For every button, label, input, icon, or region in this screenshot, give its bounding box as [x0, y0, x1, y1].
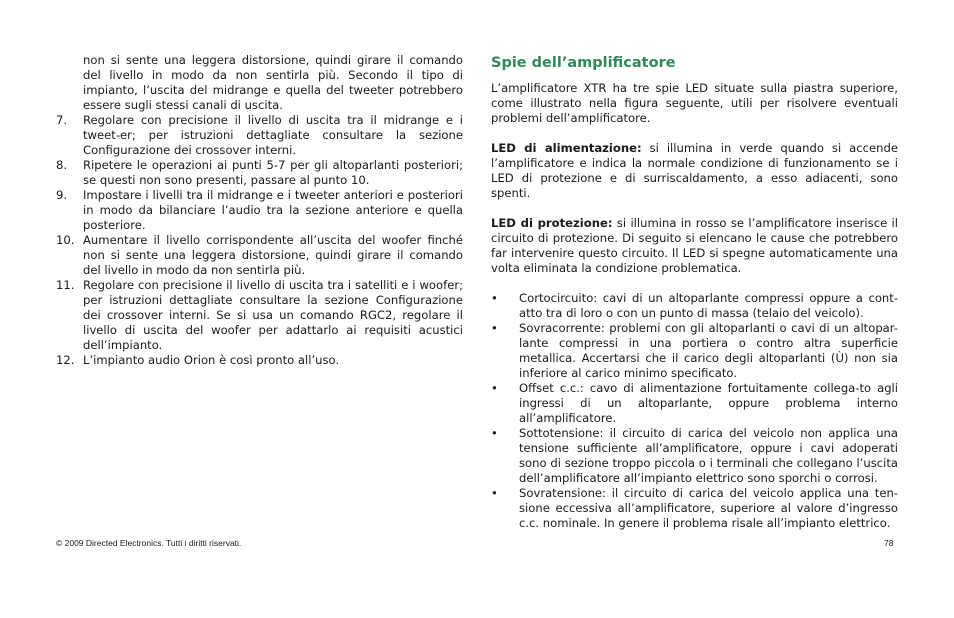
list-item: [491, 426, 898, 486]
list-item: [56, 353, 463, 368]
numbered-list: [56, 113, 463, 368]
bullet-icon: •: [491, 321, 498, 335]
item-number: 7.: [56, 113, 68, 127]
protect-led-paragraph: [491, 216, 898, 276]
item-text: Regolare con precisione il livello di uscita tra il midrange e i tweet-er; per istruzioni dettagliate consultare la sezione Configurazione dei crossover interni.: [83, 113, 463, 157]
item-text: Regolare con precisione il livello di uscita tra i satelliti e i woofer; per istruzioni dettagliate consultare la sezione Configurazione dei crossover interni. Se si usa un comando RGC2, regolare il livello di uscita del woofer per adattarlo ai requisiti acustici dell’impianto.: [83, 278, 463, 352]
list-item: [56, 278, 463, 353]
item-number: 8.: [56, 158, 68, 172]
bullet-text: Cortocircuito: cavi di un altoparlante compressi oppure a cont-atto tra di loro o con un punto di massa (telaio del veicolo).: [519, 291, 898, 320]
bullet-text: Sottotensione: il circuito di carica del veicolo non applica una tensione sufficiente all’amplificatore, oppure i cavi adoperati sono di sezione troppo piccola o i terminali che collegano l’uscita dell’amplificatore all’impianto elettrico sono sporchi o corrosi.: [519, 426, 898, 485]
copyright-footer: © 2009 Directed Electronics. Tutti i diritti riservati.: [56, 538, 242, 548]
list-item: [56, 158, 463, 188]
list-item: [56, 188, 463, 233]
item-number: 11.: [56, 278, 75, 292]
item-number: 9.: [56, 188, 68, 202]
list-item: [56, 113, 463, 158]
item-text: L’impianto audio Orion è così pronto all’uso.: [83, 353, 340, 367]
list-item: [491, 381, 898, 426]
power-led-text: si illumina in verde quando si accende l’amplificatore e indica la normale condizione di funzionamento se i LED di protezione e di surriscaldamento, a esso adiacenti, sono spenti.: [491, 141, 898, 200]
bullet-text: Offset c.c.: cavo di alimentazione fortuitamente collega-to agli ingressi di un altoparlante, oppure problema interno all’amplificatore.: [519, 381, 898, 425]
power-led-paragraph: [491, 141, 898, 201]
item-number: 12.: [56, 353, 75, 367]
intro-paragraph: L’amplificatore XTR ha tre spie LED situate sulla piastra superiore, come illustrato nella figura seguente, utili per risolvere eventuali problemi dell’amplificatore.: [491, 81, 898, 125]
item-text: Impostare i livelli tra il midrange e i tweeter anteriori e posteriori in modo da bilanciare l’audio tra la sezione anteriore e quella posteriore.: [83, 188, 463, 232]
left-column: [56, 53, 463, 368]
bullet-icon: •: [491, 291, 498, 305]
protect-led-label: LED di protezione:: [491, 216, 613, 230]
page-number: 78: [884, 538, 894, 548]
list-item: [491, 321, 898, 381]
bullet-list: [491, 291, 898, 531]
bullet-text: Sovratensione: il circuito di carica del veicolo applica una ten-sione eccessiva all’amplificatore, superiore al valore d’ingresso c.c. nominale. In genere il problema risale all’impianto elettrico.: [519, 486, 898, 530]
item-text: Ripetere le operazioni ai punti 5-7 per gli altoparlanti posteriori; se questi non sono presenti, passare al punto 10.: [83, 158, 463, 187]
list-item: [56, 233, 463, 278]
section-heading: Spie dell’amplificatore: [491, 55, 676, 71]
protect-led-text: si illumina in rosso se l’amplificatore inserisce il circuito di protezione. Di seguito si elencano le cause che potrebbero far intervenire questo circuito. Il LED si spegne automaticamente una volta eliminata la condizione problematica.: [491, 216, 899, 275]
list-item: [491, 291, 898, 321]
item-text: Aumentare il livello corrispondente all’uscita del woofer finché non si sente una leggera distorsione, quindi girare il comando del livello in modo da non sentirla più.: [83, 233, 463, 277]
power-led-label: LED di alimentazione:: [491, 141, 642, 155]
bullet-icon: •: [491, 426, 498, 440]
right-column: [491, 53, 898, 531]
bullet-text: Sovracorrente: problemi con gli altoparlanti o cavi di un altopar-lante compressi in una portiera o contro altra superficie metallica. Accertarsi che il carico degli altoparlanti (Ù) non sia inferiore al carico minimo specificato.: [519, 321, 898, 380]
bullet-icon: •: [491, 381, 498, 395]
bullet-icon: •: [491, 486, 498, 500]
continued-paragraph: non si sente una leggera distorsione, quindi girare il comando del livello in modo da non sentirla più. Secondo il tipo di impianto, l’uscita del midrange e quella del tweeter potrebbero essere sugli stessi canali di uscita.: [83, 53, 463, 112]
item-number: 10.: [56, 233, 75, 247]
list-item: [491, 486, 898, 531]
